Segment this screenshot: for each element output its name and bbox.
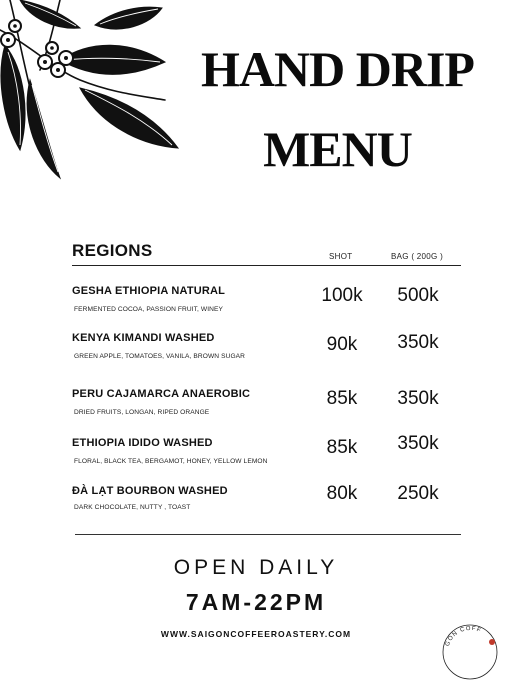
section-heading-regions: REGIONS [72,241,153,260]
opening-hours: 7AM-22PM [185,589,327,615]
menu-item-name: GESHA ETHIOPIA NATURAL [72,285,226,297]
menu-item-notes: DARK CHOCOLATE, NUTTY , TOAST [74,504,191,511]
brand-seal-logo [440,622,500,682]
menu-item-name: KENYA KIMANDI WASHED [72,332,215,344]
menu-item-notes: GREEN APPLE, TOMATOES, VANILA, BROWN SUGAR [74,353,246,360]
menu-item-notes: FLORAL, BLACK TEA, BERGAMOT, HONEY, YELLOW LEMON [74,458,268,465]
menu-item-shot-price: 85k [326,437,358,458]
menu-title-line2: MENU [263,121,412,177]
column-header-shot: SHOT [329,252,353,261]
footer-divider [75,534,461,535]
header-divider [72,265,461,266]
menu-item-name: ETHIOPIA IDIDO WASHED [72,437,213,449]
menu-item-kenya [0,332,512,372]
menu-item-notes: FERMENTED COCOA, PASSION FRUIT, WINEY [74,306,224,313]
menu-item-shot-price: 90k [326,334,358,355]
menu-item-name: ĐÀ LẠT BOURBON WASHED [72,485,228,497]
menu-item-notes: DRIED FRUITS, LONGAN, RIPED ORANGE [74,409,210,416]
menu-item-gesha [0,285,512,325]
menu-item-name: PERU CAJAMARCA ANAEROBIC [72,388,251,400]
coffee-branch-illustration [0,0,185,185]
menu-title-line1: HAND DRIP [201,41,474,97]
menu-item-shot-price: 100k [321,285,363,306]
menu-item-shot-price: 80k [326,483,358,504]
svg-text:GON COFF: GON COFF [444,625,483,648]
website-url[interactable]: WWW.SAIGONCOFFEEROASTERY.COM [160,629,352,639]
menu-item-bag-price: 350k [397,433,439,454]
menu-item-dalat-bourbon [0,485,512,525]
column-header-bag: BAG ( 200G ) [391,252,444,261]
menu-item-shot-price: 85k [326,388,358,409]
menu-item-peru [0,388,512,428]
menu-item-bag-price: 350k [397,332,439,353]
menu-item-ethiopia-idido [0,433,512,477]
menu-item-bag-price: 250k [397,483,439,504]
open-daily-text: OPEN DAILY [173,556,339,579]
menu-item-bag-price: 350k [397,388,439,409]
menu-item-bag-price: 500k [397,285,439,306]
